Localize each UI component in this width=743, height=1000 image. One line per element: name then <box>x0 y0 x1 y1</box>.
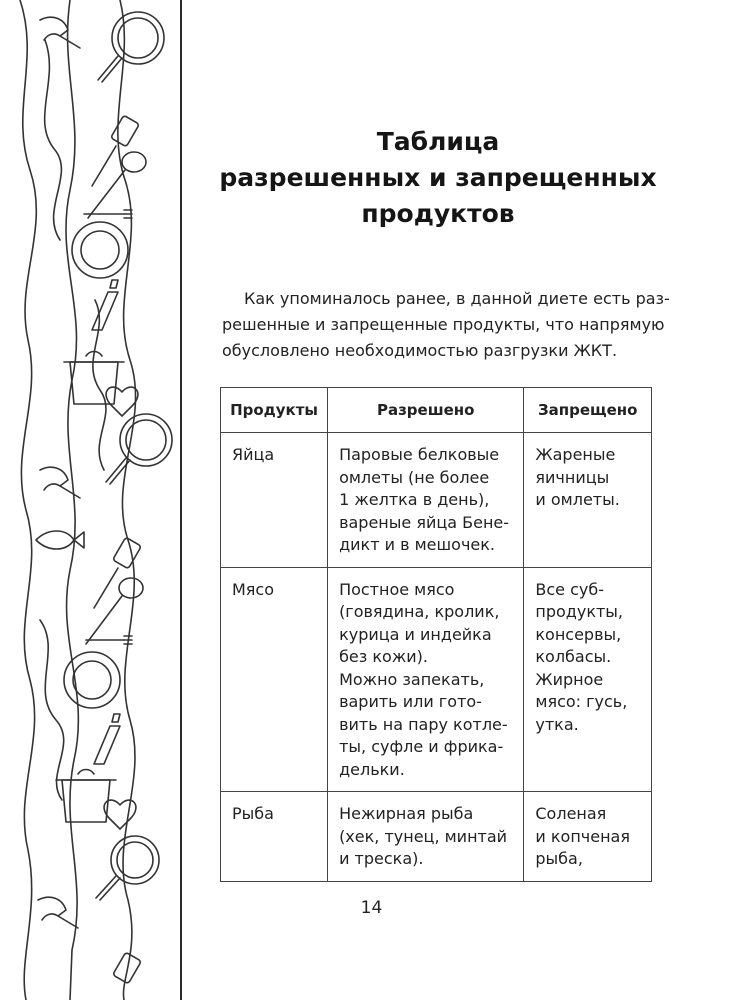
fish-icon <box>36 531 84 549</box>
cell-line: дельки. <box>339 759 405 779</box>
cell-line: Можно запекать, <box>339 669 485 689</box>
intro-line: обусловлено необходимостью разгрузки ЖКТ. <box>222 341 618 360</box>
cell-line: Нежирная рыба <box>339 804 474 823</box>
cell-product <box>221 433 328 568</box>
cell-line: и копченая <box>535 826 630 846</box>
cell-line: продукты, <box>535 602 624 621</box>
frying-pan-icon <box>96 836 159 900</box>
cell-line: варить или гото- <box>339 692 482 711</box>
page-number: 14 <box>360 898 383 918</box>
frying-pan-icon <box>106 414 172 484</box>
cell-line: мясо: гусь, <box>535 692 628 711</box>
cell-line: рыба, <box>535 849 583 868</box>
ladle-icon <box>88 152 146 218</box>
cell-line: (говядина, кролик, <box>339 602 500 621</box>
cell-line: и омлеты. <box>535 490 620 509</box>
heart-icon <box>104 800 136 829</box>
cell-allowed <box>328 567 524 792</box>
intro-line: Как упоминалось ранее, в данной диете есть раз- <box>244 289 670 308</box>
plate-icon <box>64 652 120 708</box>
page-title <box>200 124 676 232</box>
cell-line: ты, суфле и фрика- <box>339 737 504 756</box>
cell-forbidden <box>524 792 652 882</box>
frying-pan-icon <box>98 12 164 82</box>
spatula-icon <box>92 115 139 186</box>
cell-forbidden <box>524 567 652 792</box>
bottle-icon <box>92 280 118 330</box>
cell-forbidden <box>524 433 652 568</box>
cell-product <box>221 567 328 792</box>
cell-line: Жирное <box>535 669 604 689</box>
cell-line: и треска). <box>339 849 424 868</box>
plate-icon <box>72 222 128 278</box>
header-products: Продукты <box>221 388 328 433</box>
title-line: продуктов <box>361 199 515 228</box>
header-forbidden: Запрещено <box>524 388 652 433</box>
cell-line: Соленая <box>535 804 607 823</box>
table-header-row <box>221 388 652 433</box>
cell-allowed <box>328 792 524 882</box>
fork-icon <box>84 210 132 218</box>
cell-line: консервы, <box>535 624 622 644</box>
table-row-fish <box>221 792 652 882</box>
cell-allowed <box>328 433 524 568</box>
products-table <box>220 387 652 882</box>
intro-line: решенные и запрещенные продукты, что напрямую <box>222 315 665 334</box>
table-row-eggs <box>221 433 652 568</box>
cell-line: (хек, тунец, минтай <box>339 826 508 846</box>
cell-line: омлеты (не более <box>339 467 490 487</box>
cell-line: Мясо <box>232 579 275 599</box>
decorative-border <box>0 0 180 1000</box>
header-allowed: Разрешено <box>328 388 524 433</box>
cell-line: утка. <box>535 714 579 734</box>
cell-product <box>221 792 328 882</box>
title-line: разрешенных и запрещенных <box>219 163 657 192</box>
cell-line: Постное мясо <box>339 579 455 599</box>
cell-line: дикт и в мешочек. <box>339 535 495 554</box>
table-row-meat <box>221 567 652 792</box>
cell-line: вареные яйца Бене- <box>339 512 510 532</box>
cell-line: вить на пару котле- <box>339 714 508 734</box>
intro-paragraph <box>222 286 670 364</box>
bottle-icon <box>94 714 120 764</box>
fork-icon <box>86 636 132 644</box>
title-line: Таблица <box>376 127 500 156</box>
cell-line: 1 желтка в день), <box>339 490 490 509</box>
cell-line: Яйца <box>232 445 275 464</box>
heart-icon <box>106 387 138 416</box>
cell-line: колбасы. <box>535 647 612 666</box>
cell-line: без кожи). <box>339 647 428 666</box>
page-divider <box>180 0 182 1000</box>
cell-line: Рыба <box>232 804 274 823</box>
cell-line: курица и индейка <box>339 624 492 644</box>
cell-line: Жареные <box>535 445 616 464</box>
cell-line: Все суб- <box>535 579 604 599</box>
cell-line: яичницы <box>535 467 610 487</box>
cell-line: Паровые белковые <box>339 445 500 464</box>
